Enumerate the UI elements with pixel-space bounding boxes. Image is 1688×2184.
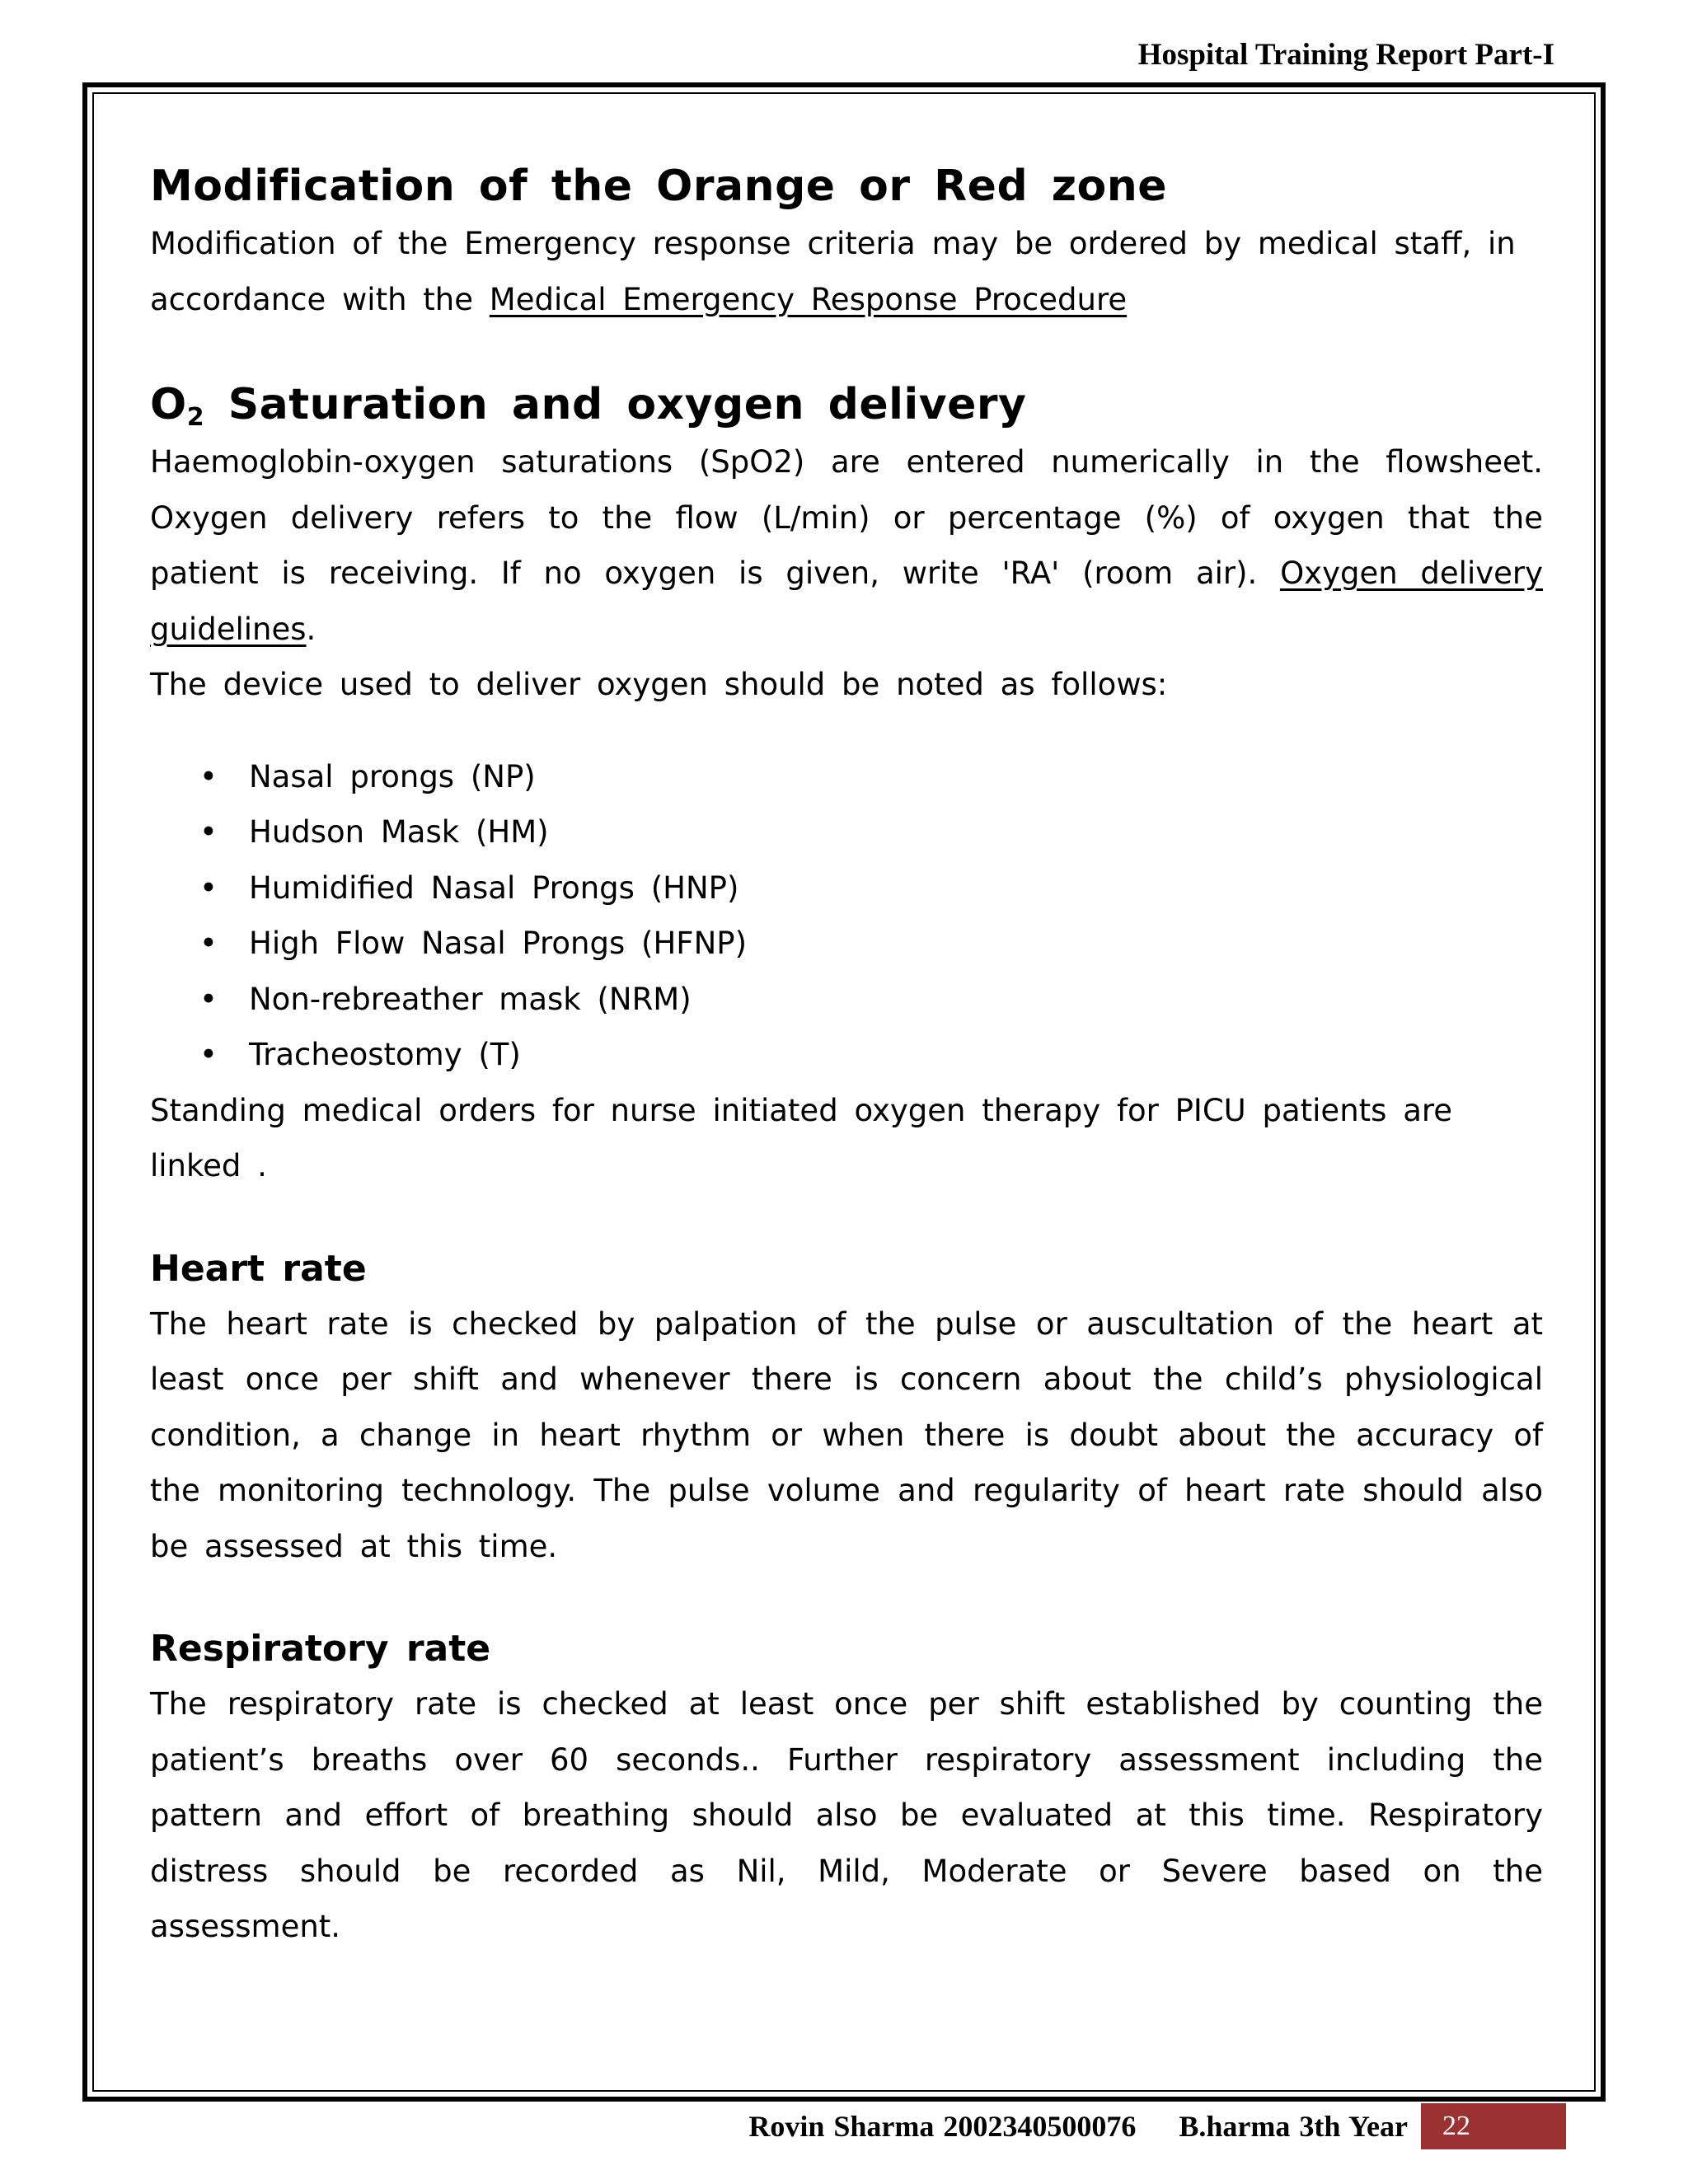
- page-content: [150, 157, 1543, 1955]
- modification-paragraph: [150, 216, 1543, 327]
- heading-respiratory-rate: Respiratory rate: [150, 1628, 491, 1670]
- heading-oxygen-o: O: [150, 380, 187, 429]
- device-label: Non-rebreather mask (NRM): [249, 981, 692, 1017]
- heart-rate-paragraph: The heart rate is checked by palpation of the pulse or auscultation of the heart at least once per shift and whenever there is concern about the child’s physiological condition, a change in heart rhythm or when there is doubt about the accuracy of the monitoring technology. The pulse volume and regularity of heart rate should also be assessed at this time.: [150, 1305, 1543, 1564]
- heading-heart-rate: Heart rate: [150, 1247, 367, 1290]
- standing-orders-paragraph: Standing medical orders for nurse initiated oxygen therapy for PICU patients are linked .: [150, 1092, 1453, 1183]
- modification-text: Modification of the Emergency response criteria may be ordered by medical staff, in accordance with the: [150, 226, 1516, 317]
- device-label: High Flow Nasal Prongs (HFNP): [249, 926, 748, 961]
- footer-student: Rovin Sharma 2002340500076: [748, 2110, 1137, 2143]
- running-header: Hospital Training Report Part-I: [1137, 38, 1554, 72]
- device-label: Humidified Nasal Prongs (HNP): [249, 869, 739, 906]
- oxygen-device-list: [150, 749, 1543, 1083]
- device-label: Nasal prongs (NP): [249, 758, 536, 794]
- footer-course: B.harma 3th Year: [1179, 2110, 1408, 2143]
- oxygen-delivery-guidelines-link[interactable]: Oxygen delivery guidelines: [150, 555, 1543, 647]
- bullet-icon: •: [199, 926, 218, 961]
- list-item: [150, 972, 1543, 1028]
- list-item: [150, 860, 1543, 916]
- oxygen-paragraph: [150, 434, 1543, 657]
- bullet-icon: •: [199, 869, 218, 906]
- list-item: [150, 749, 1543, 805]
- list-item: [150, 916, 1543, 972]
- bullet-icon: •: [199, 814, 218, 850]
- devices-intro: The device used to deliver oxygen should be noted as follows:: [150, 667, 1168, 702]
- respiratory-rate-paragraph: The respiratory rate is checked at least once per shift established by counting the patient’s breaths over 60 seconds.. Further respiratory assessment including the pattern and effort of breathing should also be evaluated at this time. Respiratory distress should be recorded as Nil, Mild, Moderate or Severe based on the assessment.: [150, 1686, 1543, 1944]
- device-label: Tracheostomy (T): [249, 1037, 521, 1072]
- bullet-icon: •: [199, 981, 218, 1017]
- heading-oxygen-rest: Saturation and oxygen delivery: [204, 380, 1027, 429]
- oxygen-text-end: .: [306, 611, 316, 647]
- medical-emergency-procedure-link[interactable]: Medical Emergency Response Procedure: [489, 281, 1128, 317]
- list-item: [150, 1027, 1543, 1083]
- list-item: [150, 804, 1543, 860]
- bullet-icon: •: [199, 758, 218, 794]
- bullet-icon: •: [199, 1037, 218, 1072]
- page-footer: [0, 2103, 1688, 2149]
- heading-modification: Modification of the Orange or Red zone: [150, 162, 1168, 211]
- device-label: Hudson Mask (HM): [249, 814, 549, 850]
- heading-oxygen-subscript: 2: [186, 403, 205, 432]
- footer-text: [748, 2108, 1408, 2144]
- oxygen-text: Haemoglobin-oxygen saturations (SpO2) are entered numerically in the flowsheet. Oxygen delivery refers to the flow (L/min) or percentage (%) of oxygen that the patient is receiving. If no oxygen is given, write 'RA' (room air).: [150, 444, 1543, 591]
- page-number: 22: [1421, 2103, 1566, 2149]
- heading-oxygen: [150, 375, 1543, 434]
